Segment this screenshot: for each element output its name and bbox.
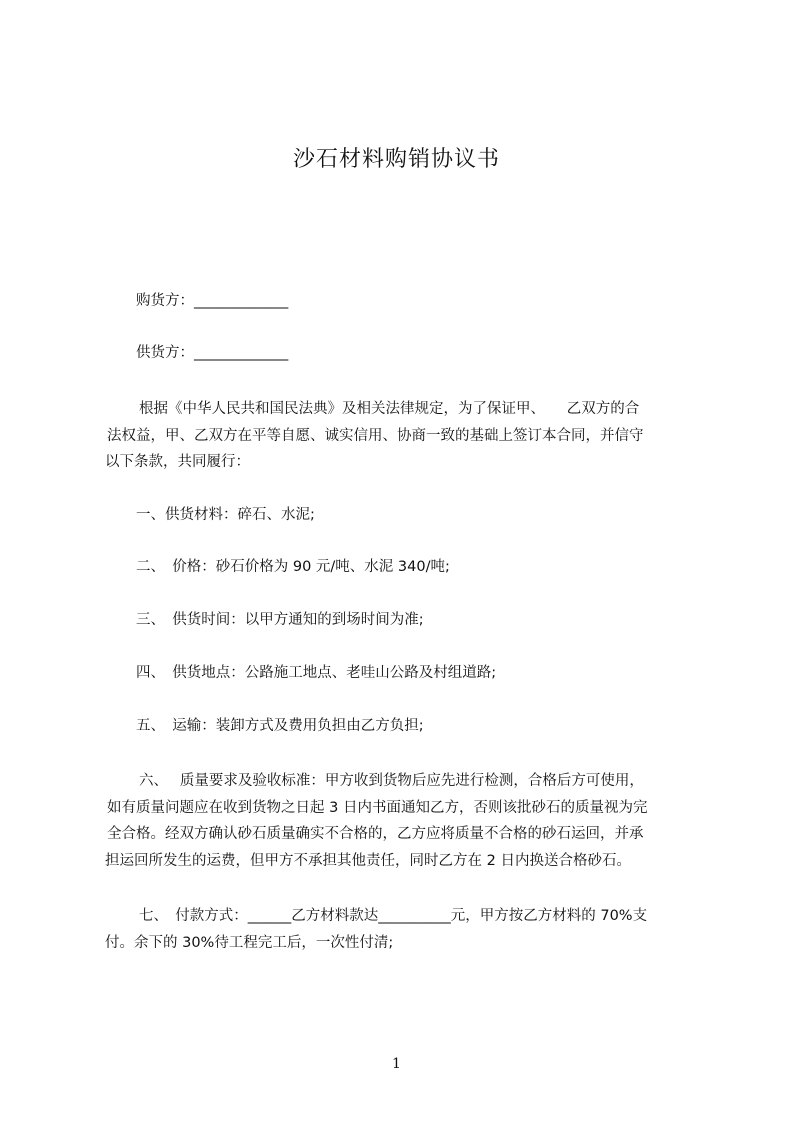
clause-2: 二、 价格：砂石价格为 90 元/吨、水泥 340/吨; — [136, 559, 450, 575]
clause-7-line-2: 付。余下的 30%待工程完工后，一次性付清; — [105, 935, 394, 951]
preamble-line-3: 以下条款，共同履行： — [105, 454, 250, 470]
preamble-line-2: 法权益，甲、乙双方在平等自愿、诚实信用、协商一致的基础上签订本合同，并信守 — [107, 428, 644, 444]
preamble-line-1: 根据《中华人民共和国民法典》及相关法律规定，为了保证甲、 乙双方的合 — [139, 401, 640, 417]
document-title: 沙石材料购销协议书 — [292, 147, 500, 172]
clause-6-line-1: 六、 质量要求及验收标准：甲方收到货物后应先进行检测，合格后方可使用， — [139, 773, 644, 789]
page-number: 1 — [392, 1056, 401, 1072]
clause-5: 五、 运输：装卸方式及费用负担由乙方负担; — [136, 718, 424, 734]
clause-3: 三、 供货时间：以甲方通知的到场时间为准; — [136, 612, 424, 628]
clause-6-line-4: 担运回所发生的运费，但甲方不承担其他责任，同时乙方在 2 日内换送合格砂石。 — [105, 853, 631, 869]
clause-6-line-2: 如有质量问题应在收到货物之日起 3 日内书面通知乙方，否则该批砂石的质量视为完 — [107, 800, 648, 816]
clause-4: 四、 供货地点：公路施工地点、老哇山公路及村组道路; — [136, 665, 497, 681]
buyer-line: 购货方：_____________ — [136, 293, 289, 309]
supplier-line: 供货方：_____________ — [136, 345, 289, 361]
clause-7-line-1: 七、 付款方式：______乙方材料款达__________元，甲方按乙方材料的 70%支 — [139, 908, 648, 924]
clause-6-line-3: 全合格。经双方确认砂石质量确实不合格的，乙方应将质量不合格的砂石运回，并承 — [107, 826, 644, 842]
clause-1: 一、供货材料：碎石、水泥; — [136, 507, 315, 523]
